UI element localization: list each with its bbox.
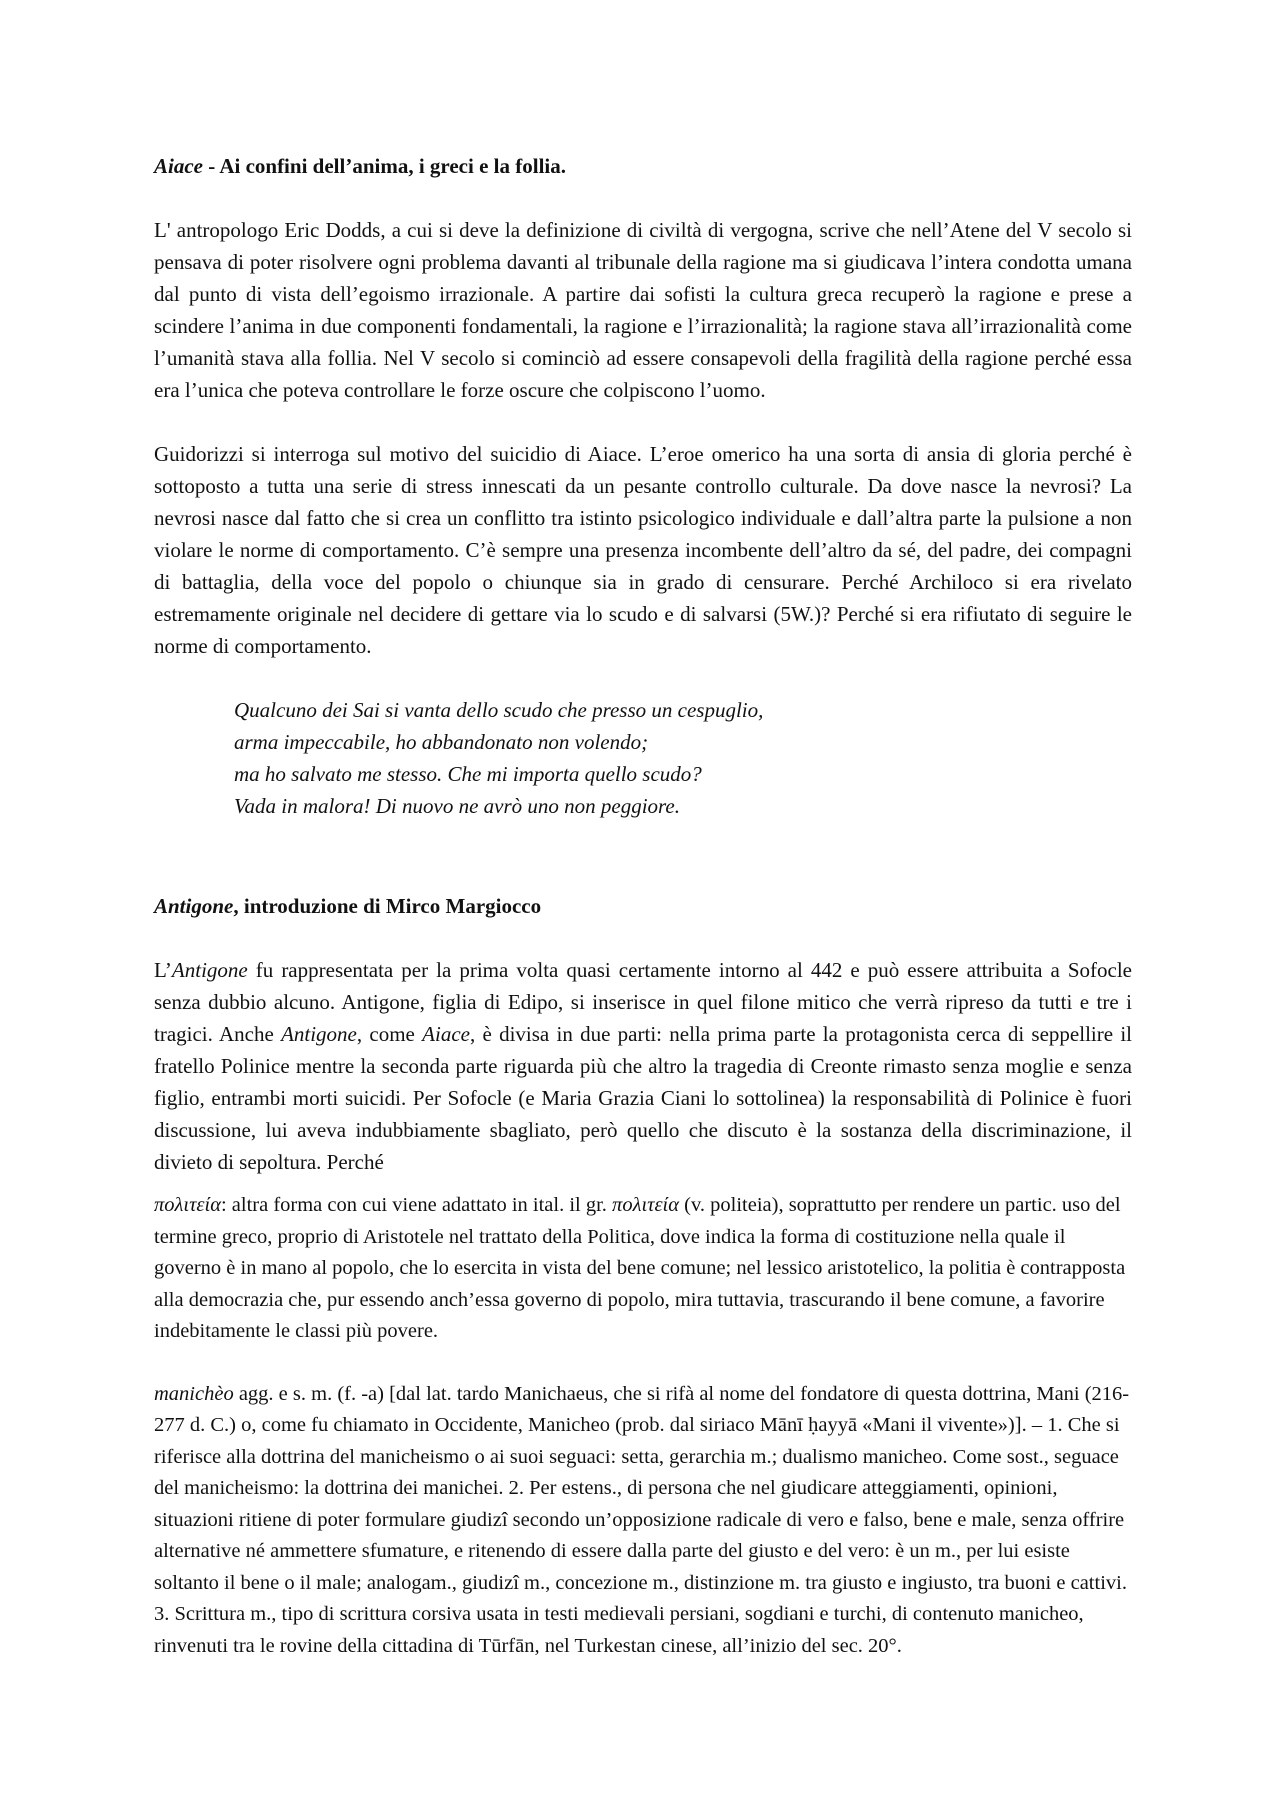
verse-line: Vada in malora! Di nuovo ne avrò uno non peggiore. [234, 794, 681, 818]
section-title-aiace [154, 150, 1132, 182]
greek-term: πολιτεία [154, 1194, 221, 1216]
text-span: , è divisa in due parti: nella prima parte la protagonista cerca di seppellire il fratello Polinice mentre la seconda parte riguarda più che altro la tragedia di Creonte rimasto senza moglie e senza figlio, entrambi morti suicidi. Per Sofocle (e Maria Grazia Ciani lo sottolinea) la responsabilità di Polinice è fuori discussione, lui aveva indubbiamente sbagliato, però quello che discuto è la sostanza della discriminazione, il divieto di sepoltura. Perché [154, 1022, 1132, 1174]
dictionary-term: manichèo [154, 1382, 234, 1405]
italic-title-span: Aiace [422, 1022, 470, 1046]
definition-manicheo [154, 1379, 1132, 1663]
paragraph-guidorizzi: Guidorizzi si interroga sul motivo del suicidio di Aiace. L’eroe omerico ha una sorta di ansia di gloria perché è sottoposto a tutta una serie di stress innescati da un pesante controllo culturale. Da dove nasce la nevrosi? La nevrosi nasce dal fatto che si crea un conflitto tra istinto psicologico individuale e dall’altra parte la pulsione a non violare le norme di comportamento. C’è sempre una presenza incombente dell’altro da sé, del padre, dei compagni di battaglia, della voce del popolo o chiunque sia in grado di censurare. Perché Archiloco si era rivelato estremamente originale nel decidere di gettare via lo scudo e di salvarsi (5W.)? Perché si era rifiutato di seguire le norme di comportamento. [154, 442, 1132, 658]
italic-title-span: Antigone [281, 1022, 357, 1046]
archilochus-verse [234, 694, 1132, 822]
paragraph-antigone-intro [154, 954, 1132, 1178]
definition-politeia [154, 1190, 1132, 1348]
title-rest-aiace: - Ai confini dell’anima, i greci e la follia. [202, 154, 566, 178]
title-italic-antigone: Antigone [154, 894, 234, 918]
verse-line: ma ho salvato me stesso. Che mi importa quello scudo? [234, 762, 702, 786]
paragraph-dodds: L' antropologo Eric Dodds, a cui si deve la definizione di civiltà di vergogna, scrive che nell’Atene del V secolo si pensava di poter risolvere ogni problema davanti al tribunale della ragione ma si giudicava l’intera condotta umana dal punto di vista dell’egoismo irrazionale. A partire dai sofisti la cultura greca recuperò la ragione e prese a scindere l’anima in due componenti fondamentali, la ragione e l’irrazionalità; la ragione stava all’irrazionalità come l’umanità stava alla follia. Nel V secolo si cominciò ad essere consapevoli della fragilità della ragione perché essa era l’unica che poteva controllare le forze oscure che colpiscono l’uomo. [154, 218, 1132, 402]
verse-line: Qualcuno dei Sai si vanta dello scudo che presso un cespuglio, [234, 698, 764, 722]
section-title-antigone [154, 890, 1132, 922]
text-span: (v. politeia), soprattutto per rendere un partic. uso del termine greco, proprio di Aristotele nel trattato della Politica, dove indica la forma di costituzione nella quale il governo è in mano al popolo, che lo esercita in vista del bene comune; nel lessico aristotelico, la politia è contrapposta alla democrazia che, pur essendo anch’essa governo di popolo, mira tuttavia, trascurando il bene comune, a favorire indebitamente le classi più povere. [154, 1194, 1126, 1342]
greek-term: πολιτεία [612, 1194, 680, 1216]
title-italic-aiace: Aiace [154, 154, 203, 178]
text-span: agg. e s. m. (f. -a) [dal lat. tardo Manichaeus, che si rifà al nome del fondatore di questa dottrina, Mani (216-277 d. C.) o, come fu chiamato in Occidente, Manicheo (prob. dal siriaco Mānī ḥayyā «Mani il vivente»)]. – 1. Che si riferisce alla dottrina del manicheismo o ai suoi seguaci: setta, gerarchia m.; dualismo manicheo. Come sost., seguace del manicheismo: la dottrina dei manichei. 2. Per estens., di persona che nel giudicare atteggiamenti, opinioni, situazioni ritiene di poter formulare giudizî secondo un’opposizione radicale di vero e falso, bene e male, senza offrire alternative né ammettere sfumature, e ritenendo di essere dalla parte del giusto e del vero: è un m., per lui esiste soltanto il bene o il male; analogam., giudizî m., concezione m., distinzione m. tra giusto e ingiusto, tra buoni e cattivi. 3. Scrittura m., tipo di scrittura corsiva usata in testi medievali persiani, sogdiani e turchi, di contenuto manicheo, rinvenuti tra le rovine della cittadina di Tūrfān, nel Turkestan cinese, all’inizio del sec. 20°. [154, 1382, 1130, 1657]
title-rest-antigone: , introduzione di Mirco Margiocco [233, 894, 542, 918]
text-span: fu rappresentata per la prima volta quasi certamente intorno al 442 e può essere attribuita a Sofocle senza dubbio alcuno. Antigone, figlia di Edipo, si inserisce in quel filone mitico che verrà ripreso da tutti e tre i tragici. Anche [154, 958, 1132, 1046]
italic-title-span: Antigone [171, 958, 248, 982]
document-page [154, 150, 1132, 1662]
text-span: : altra forma con cui viene adattato in ital. il gr. [220, 1194, 613, 1216]
text-span: L’ [154, 958, 172, 982]
verse-line: arma impeccabile, ho abbandonato non volendo; [234, 730, 649, 754]
text-span: , come [356, 1022, 423, 1046]
